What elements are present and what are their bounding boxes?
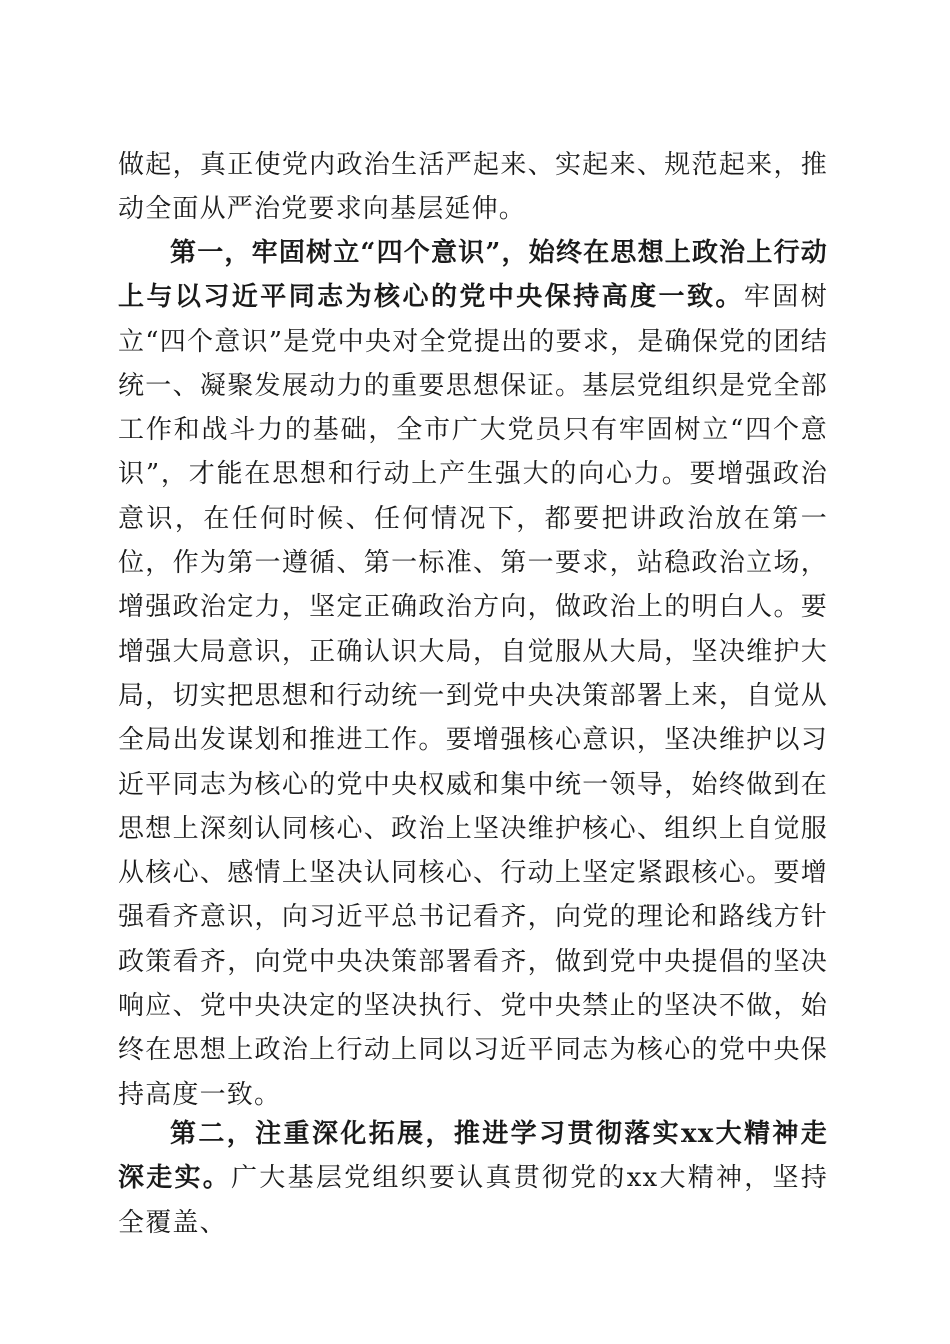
paragraph-heading: 第二，注重深化拓展，推进学习贯彻落实xx大精神走深走实。 — [118, 1119, 828, 1194]
paragraph-body: 做起，真正使党内政治生活严起来、实起来、规范起来，推动全面从严治党要求向基层延伸。 — [118, 150, 828, 225]
paragraph-text — [118, 1112, 828, 1245]
paragraph-body: 广大基层党组织要认真贯彻党的xx大精神，坚持全覆盖、 — [118, 1163, 828, 1238]
paragraph-continuation — [118, 143, 828, 232]
paragraph-heading: 第一，牢固树立“四个意识”，始终在思想上政治上行动上与以习近平同志为核心的党中央保持高度一致。 — [118, 238, 828, 313]
paragraph-text — [118, 143, 828, 232]
paragraph-first-point — [118, 231, 828, 1117]
paragraph-body: 牢固树立“四个意识”是党中央对全党提出的要求，是确保党的团结统一、凝聚发展动力的重要思想保证。基层党组织是党全部工作和战斗力的基础，全市广大党员只有牢固树立“四个意识”，才能在思想和行动上产生强大的向心力。要增强政治意识，在任何时候、任何情况下，都要把讲政治放在第一位，作为第一遵循、第一标准、第一要求，站稳政治立场，增强政治定力，坚定正确政治方向，做政治上的明白人。要增强大局意识，正确认识大局，自觉服从大局，坚决维护大局，切实把思想和行动统一到党中央决策部署上来，自觉从全局出发谋划和推进工作。要增强核心意识，坚决维护以习近平同志为核心的党中央权威和集中统一领导，始终做到在思想上深刻认同核心、政治上坚决维护核心、组织上自觉服从核心、感情上坚决认同核心、行动上坚定紧跟核心。要增强看齐意识，向习近平总书记看齐，向党的理论和路线方针政策看齐，向党中央决策部署看齐，做到党中央提倡的坚决响应、党中央决定的坚决执行、党中央禁止的坚决不做，始终在思想上政治上行动上同以习近平同志为核心的党中央保持高度一致。 — [118, 282, 828, 1110]
paragraph-text — [118, 231, 828, 1117]
paragraph-second-point — [118, 1112, 828, 1245]
